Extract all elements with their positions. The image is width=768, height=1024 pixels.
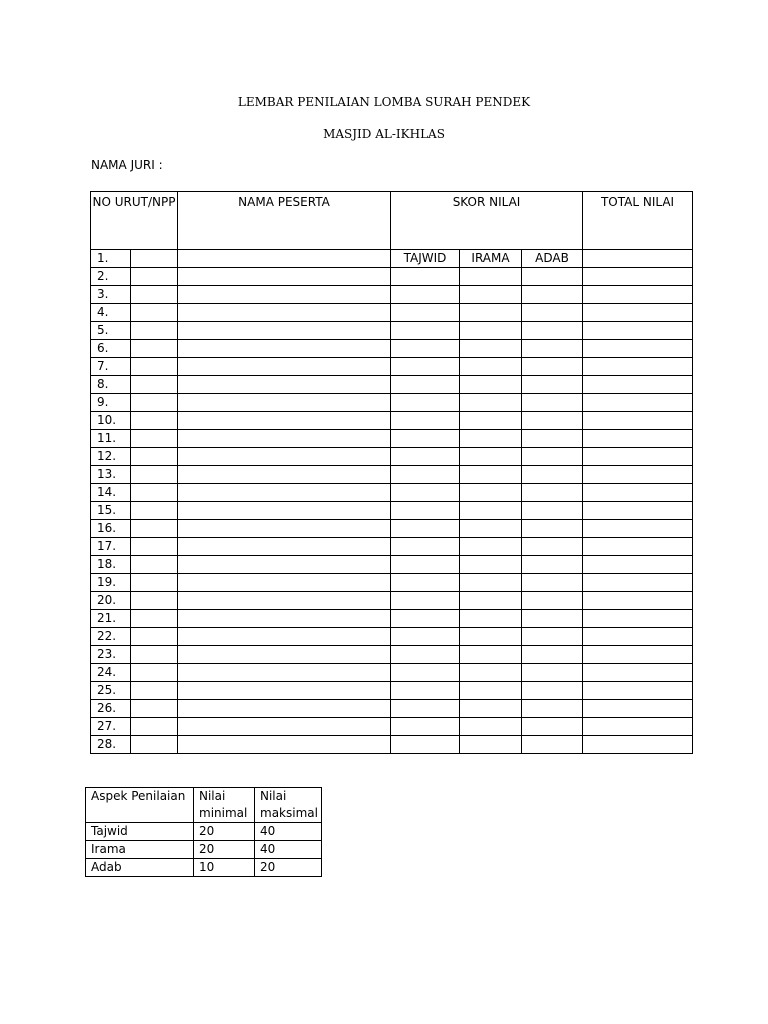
row-number: 8. — [91, 376, 131, 394]
row-number: 13. — [91, 466, 131, 484]
row-number: 25. — [91, 682, 131, 700]
npp-cell[interactable] — [131, 682, 178, 700]
tajwid-cell[interactable] — [391, 448, 460, 466]
npp-cell[interactable] — [131, 376, 178, 394]
subheader-tajwid: TAJWID — [391, 250, 460, 268]
npp-cell[interactable] — [131, 448, 178, 466]
adab-cell[interactable] — [522, 466, 583, 484]
table-row — [91, 484, 693, 502]
adab-cell[interactable] — [522, 682, 583, 700]
tajwid-cell[interactable] — [391, 556, 460, 574]
table-row — [91, 610, 693, 628]
total-nilai-cell[interactable] — [583, 556, 693, 574]
aspek-table — [85, 787, 322, 877]
nama-peserta-cell[interactable] — [178, 736, 391, 754]
tajwid-cell[interactable] — [391, 322, 460, 340]
aspek-row — [86, 823, 322, 841]
row-number: 14. — [91, 484, 131, 502]
npp-cell[interactable] — [131, 736, 178, 754]
total-nilai-cell[interactable] — [583, 412, 693, 430]
adab-cell[interactable] — [522, 412, 583, 430]
subheader-adab: ADAB — [522, 250, 583, 268]
irama-cell[interactable] — [460, 358, 522, 376]
total-nilai-cell[interactable] — [583, 520, 693, 538]
adab-cell[interactable] — [522, 502, 583, 520]
document-title: LEMBAR PENILAIAN LOMBA SURAH PENDEK — [237, 95, 531, 109]
adab-cell[interactable] — [522, 520, 583, 538]
npp-cell[interactable] — [131, 502, 178, 520]
header-no-urut: NO URUT/NPP — [91, 192, 178, 250]
tajwid-cell[interactable] — [391, 358, 460, 376]
adab-cell[interactable] — [522, 430, 583, 448]
table-row — [91, 340, 693, 358]
adab-cell[interactable] — [522, 286, 583, 304]
table-row — [91, 376, 693, 394]
irama-cell[interactable] — [460, 394, 522, 412]
irama-cell[interactable] — [460, 628, 522, 646]
tajwid-cell[interactable] — [391, 340, 460, 358]
npp-cell[interactable] — [131, 628, 178, 646]
adab-cell[interactable] — [522, 376, 583, 394]
total-nilai-cell[interactable] — [583, 574, 693, 592]
total-nilai-cell[interactable] — [583, 610, 693, 628]
irama-cell[interactable] — [460, 718, 522, 736]
row-number: 23. — [91, 646, 131, 664]
tajwid-cell[interactable] — [391, 484, 460, 502]
table-row — [91, 682, 693, 700]
table-row — [91, 358, 693, 376]
row-number: 24. — [91, 664, 131, 682]
tajwid-cell[interactable] — [391, 394, 460, 412]
row-number: 10. — [91, 412, 131, 430]
npp-cell[interactable] — [131, 250, 178, 268]
total-nilai-cell[interactable] — [583, 286, 693, 304]
row-number: 5. — [91, 322, 131, 340]
table-row — [91, 538, 693, 556]
table-row — [91, 394, 693, 412]
total-nilai-cell[interactable] — [583, 646, 693, 664]
tajwid-cell[interactable] — [391, 628, 460, 646]
irama-cell[interactable] — [460, 268, 522, 286]
adab-cell[interactable] — [522, 538, 583, 556]
tajwid-cell[interactable] — [391, 664, 460, 682]
nama-peserta-cell[interactable] — [178, 358, 391, 376]
irama-cell[interactable] — [460, 556, 522, 574]
irama-cell[interactable] — [460, 664, 522, 682]
scoring-table — [90, 191, 693, 754]
npp-cell[interactable] — [131, 412, 178, 430]
adab-cell[interactable] — [522, 340, 583, 358]
adab-cell[interactable] — [522, 718, 583, 736]
irama-cell[interactable] — [460, 592, 522, 610]
row-number: 7. — [91, 358, 131, 376]
nama-peserta-cell[interactable] — [178, 502, 391, 520]
irama-cell[interactable] — [460, 322, 522, 340]
row-number: 21. — [91, 610, 131, 628]
table-row — [91, 700, 693, 718]
adab-cell[interactable] — [522, 304, 583, 322]
tajwid-cell[interactable] — [391, 682, 460, 700]
npp-cell[interactable] — [131, 268, 178, 286]
total-nilai-cell[interactable] — [583, 700, 693, 718]
aspek-name: Irama — [86, 841, 194, 859]
total-nilai-cell[interactable] — [583, 628, 693, 646]
adab-cell[interactable] — [522, 322, 583, 340]
npp-cell[interactable] — [131, 430, 178, 448]
nama-peserta-cell[interactable] — [178, 340, 391, 358]
irama-cell[interactable] — [460, 466, 522, 484]
irama-cell[interactable] — [460, 538, 522, 556]
row-number: 28. — [91, 736, 131, 754]
adab-cell[interactable] — [522, 664, 583, 682]
adab-cell[interactable] — [522, 448, 583, 466]
irama-cell[interactable] — [460, 340, 522, 358]
table-row — [91, 430, 693, 448]
table-row — [91, 304, 693, 322]
nama-peserta-cell[interactable] — [178, 700, 391, 718]
tajwid-cell[interactable] — [391, 538, 460, 556]
row-number: 12. — [91, 448, 131, 466]
irama-cell[interactable] — [460, 700, 522, 718]
npp-cell[interactable] — [131, 592, 178, 610]
tajwid-cell[interactable] — [391, 700, 460, 718]
adab-cell[interactable] — [522, 268, 583, 286]
aspek-name: Adab — [86, 859, 194, 877]
row-number: 15. — [91, 502, 131, 520]
table-row — [91, 250, 693, 268]
header-nilai-minimal: Nilai minimal — [194, 788, 255, 823]
nama-peserta-cell[interactable] — [178, 448, 391, 466]
npp-cell[interactable] — [131, 358, 178, 376]
npp-cell[interactable] — [131, 646, 178, 664]
tajwid-cell[interactable] — [391, 286, 460, 304]
adab-cell[interactable] — [522, 610, 583, 628]
nilai-maksimal: 20 — [255, 859, 322, 877]
npp-cell[interactable] — [131, 718, 178, 736]
total-nilai-cell[interactable] — [583, 484, 693, 502]
total-nilai-cell[interactable] — [583, 340, 693, 358]
row-number: 22. — [91, 628, 131, 646]
total-nilai-cell[interactable] — [583, 358, 693, 376]
row-number: 1. — [91, 250, 131, 268]
adab-cell[interactable] — [522, 646, 583, 664]
table-row — [91, 592, 693, 610]
npp-cell[interactable] — [131, 556, 178, 574]
tajwid-cell[interactable] — [391, 304, 460, 322]
irama-cell[interactable] — [460, 610, 522, 628]
table-row — [91, 736, 693, 754]
row-number: 3. — [91, 286, 131, 304]
total-nilai-cell[interactable] — [583, 718, 693, 736]
nilai-minimal: 20 — [194, 841, 255, 859]
nama-peserta-cell[interactable] — [178, 286, 391, 304]
aspek-table-header — [86, 788, 322, 823]
npp-cell[interactable] — [131, 538, 178, 556]
row-number: 27. — [91, 718, 131, 736]
irama-cell[interactable] — [460, 736, 522, 754]
tajwid-cell[interactable] — [391, 646, 460, 664]
adab-cell[interactable] — [522, 736, 583, 754]
irama-cell[interactable] — [460, 286, 522, 304]
document-subtitle: MASJID AL-IKHLAS — [323, 127, 445, 141]
adab-cell[interactable] — [522, 358, 583, 376]
table-row — [91, 412, 693, 430]
total-nilai-cell[interactable] — [583, 322, 693, 340]
row-number: 18. — [91, 556, 131, 574]
npp-cell[interactable] — [131, 322, 178, 340]
npp-cell[interactable] — [131, 610, 178, 628]
adab-cell[interactable] — [522, 556, 583, 574]
row-number: 11. — [91, 430, 131, 448]
tajwid-cell[interactable] — [391, 502, 460, 520]
tajwid-cell[interactable] — [391, 466, 460, 484]
table-row — [91, 448, 693, 466]
irama-cell[interactable] — [460, 430, 522, 448]
npp-cell[interactable] — [131, 286, 178, 304]
nama-peserta-cell[interactable] — [178, 376, 391, 394]
adab-cell[interactable] — [522, 628, 583, 646]
npp-cell[interactable] — [131, 700, 178, 718]
total-nilai-cell[interactable] — [583, 682, 693, 700]
nama-peserta-cell[interactable] — [178, 646, 391, 664]
irama-cell[interactable] — [460, 646, 522, 664]
irama-cell[interactable] — [460, 304, 522, 322]
nilai-maksimal: 40 — [255, 823, 322, 841]
row-number: 2. — [91, 268, 131, 286]
aspek-row — [86, 841, 322, 859]
irama-cell[interactable] — [460, 484, 522, 502]
total-nilai-cell[interactable] — [583, 376, 693, 394]
nama-peserta-cell[interactable] — [178, 664, 391, 682]
table-row — [91, 718, 693, 736]
adab-cell[interactable] — [522, 484, 583, 502]
tajwid-cell[interactable] — [391, 736, 460, 754]
aspek-row — [86, 859, 322, 877]
nama-peserta-cell[interactable] — [178, 250, 391, 268]
nama-peserta-cell[interactable] — [178, 430, 391, 448]
total-nilai-cell[interactable] — [583, 394, 693, 412]
table-row — [91, 322, 693, 340]
row-number: 9. — [91, 394, 131, 412]
table-row — [91, 502, 693, 520]
nama-peserta-cell[interactable] — [178, 412, 391, 430]
total-nilai-cell[interactable] — [583, 448, 693, 466]
nama-peserta-cell[interactable] — [178, 628, 391, 646]
nama-peserta-cell[interactable] — [178, 268, 391, 286]
total-nilai-cell[interactable] — [583, 538, 693, 556]
total-nilai-cell[interactable] — [583, 466, 693, 484]
npp-cell[interactable] — [131, 520, 178, 538]
tajwid-cell[interactable] — [391, 520, 460, 538]
row-number: 6. — [91, 340, 131, 358]
aspek-name: Tajwid — [86, 823, 194, 841]
row-number: 16. — [91, 520, 131, 538]
total-nilai-cell[interactable] — [583, 592, 693, 610]
adab-cell[interactable] — [522, 574, 583, 592]
row-number: 26. — [91, 700, 131, 718]
nama-peserta-cell[interactable] — [178, 718, 391, 736]
nama-peserta-cell[interactable] — [178, 556, 391, 574]
total-nilai-cell[interactable] — [583, 736, 693, 754]
tajwid-cell[interactable] — [391, 610, 460, 628]
nama-peserta-cell[interactable] — [178, 322, 391, 340]
table-row — [91, 556, 693, 574]
nama-peserta-cell[interactable] — [178, 466, 391, 484]
irama-cell[interactable] — [460, 574, 522, 592]
tajwid-cell[interactable] — [391, 412, 460, 430]
total-nilai-cell[interactable] — [583, 268, 693, 286]
total-nilai-cell[interactable] — [583, 304, 693, 322]
table-row — [91, 664, 693, 682]
nama-peserta-cell[interactable] — [178, 592, 391, 610]
npp-cell[interactable] — [131, 340, 178, 358]
npp-cell[interactable] — [131, 574, 178, 592]
npp-cell[interactable] — [131, 484, 178, 502]
npp-cell[interactable] — [131, 394, 178, 412]
irama-cell[interactable] — [460, 448, 522, 466]
adab-cell[interactable] — [522, 592, 583, 610]
row-number: 20. — [91, 592, 131, 610]
irama-cell[interactable] — [460, 412, 522, 430]
npp-cell[interactable] — [131, 664, 178, 682]
judge-name-label: NAMA JURI : — [91, 158, 163, 172]
total-nilai-cell[interactable] — [583, 664, 693, 682]
header-skor-nilai: SKOR NILAI — [391, 192, 583, 250]
row-number: 19. — [91, 574, 131, 592]
tajwid-cell[interactable] — [391, 376, 460, 394]
total-nilai-cell[interactable] — [583, 502, 693, 520]
header-nilai-maksimal: Nilai maksimal — [255, 788, 322, 823]
irama-cell[interactable] — [460, 520, 522, 538]
nama-peserta-cell[interactable] — [178, 538, 391, 556]
table-row — [91, 286, 693, 304]
nama-peserta-cell[interactable] — [178, 682, 391, 700]
nilai-minimal: 10 — [194, 859, 255, 877]
total-nilai-cell[interactable] — [583, 250, 693, 268]
tajwid-cell[interactable] — [391, 268, 460, 286]
table-row — [91, 646, 693, 664]
header-aspek-penilaian: Aspek Penilaian — [86, 788, 194, 823]
tajwid-cell[interactable] — [391, 592, 460, 610]
nama-peserta-cell[interactable] — [178, 484, 391, 502]
nama-peserta-cell[interactable] — [178, 610, 391, 628]
adab-cell[interactable] — [522, 700, 583, 718]
tajwid-cell[interactable] — [391, 574, 460, 592]
table-row — [91, 466, 693, 484]
header-total-nilai: TOTAL NILAI — [583, 192, 693, 250]
row-number: 17. — [91, 538, 131, 556]
scoring-table-header — [91, 192, 693, 250]
nama-peserta-cell[interactable] — [178, 574, 391, 592]
irama-cell[interactable] — [460, 682, 522, 700]
row-number: 4. — [91, 304, 131, 322]
adab-cell[interactable] — [522, 394, 583, 412]
total-nilai-cell[interactable] — [583, 430, 693, 448]
table-row — [91, 574, 693, 592]
npp-cell[interactable] — [131, 466, 178, 484]
npp-cell[interactable] — [131, 304, 178, 322]
tajwid-cell[interactable] — [391, 430, 460, 448]
subheader-irama: IRAMA — [460, 250, 522, 268]
nilai-minimal: 20 — [194, 823, 255, 841]
nilai-maksimal: 40 — [255, 841, 322, 859]
nama-peserta-cell[interactable] — [178, 304, 391, 322]
nama-peserta-cell[interactable] — [178, 520, 391, 538]
irama-cell[interactable] — [460, 502, 522, 520]
tajwid-cell[interactable] — [391, 718, 460, 736]
table-row — [91, 268, 693, 286]
nama-peserta-cell[interactable] — [178, 394, 391, 412]
irama-cell[interactable] — [460, 376, 522, 394]
table-row — [91, 628, 693, 646]
header-nama-peserta: NAMA PESERTA — [178, 192, 391, 250]
table-row — [91, 520, 693, 538]
